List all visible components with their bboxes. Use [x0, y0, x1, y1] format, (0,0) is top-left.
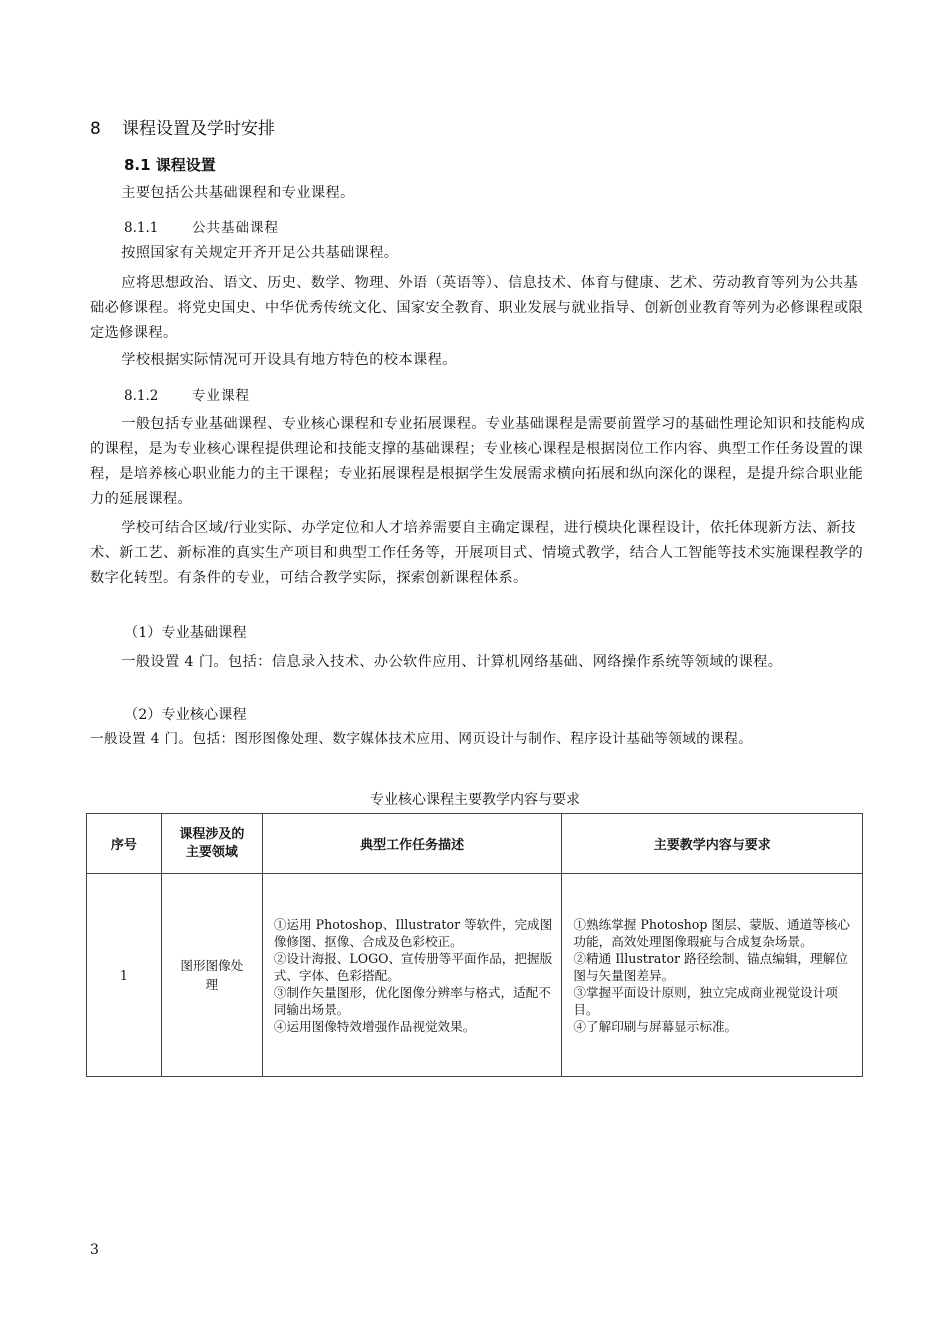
section-title: 课程设置及学时安排 — [122, 119, 275, 139]
header-no: 序号 — [87, 814, 162, 874]
public-courses-title: 公共基础课程 — [192, 220, 279, 236]
task-list — [264, 916, 561, 1035]
professional-courses-title: 专业课程 — [192, 388, 250, 404]
task-item: ①运用 Photoshop、Illustrator 等软件，完成图像修图、抠像、合成及色彩校正。 — [273, 916, 553, 949]
requirement-item: ③掌握平面设计原则，独立完成商业视觉设计项目。 — [573, 984, 838, 1017]
requirement-list — [563, 916, 861, 1035]
page-number: 3 — [90, 1242, 99, 1258]
paragraph: 一般包括专业基础课程、专业核心课程和专业拓展课程。专业基础课程是需要前置学习的基础性理论知识和技能构成的课程，是为专业核心课程提供理论和技能支撑的基础课程；专业核心课程是根据岗位工作内容、典型工作任务设置的课程，是培养核心职业能力的主干课程；专业拓展课程是根据学生发展需求横向拓展和纵向深化的课程，是提升综合职业能力的延展课程。 — [90, 416, 866, 507]
paragraph: 按照国家有关规定开齐开足公共基础课程。 — [121, 245, 399, 261]
task-item: ③制作矢量图形，优化图像分辨率与格式，适配不同输出场景。 — [273, 984, 551, 1017]
header-domain — [161, 814, 262, 874]
basic-courses-text: 一般设置 4 门。包括：信息录入技术、办公软件应用、计算机网络基础、网络操作系统等领域的课程。 — [121, 654, 783, 670]
core-courses-text: 一般设置 4 门。包括：图形图像处理、数字媒体技术应用、网页设计与制作、程序设计基础等领域的课程。 — [90, 731, 753, 747]
professional-courses-heading — [124, 384, 250, 404]
cell-domain-text: 图形图像处理 — [180, 958, 244, 992]
public-courses-number: 8.1.1 — [124, 220, 159, 236]
subsection-intro: 主要包括公共基础课程和专业课程。 — [121, 185, 355, 201]
paragraph: 学校可结合区域/行业实际、办学定位和人才培养需要自主确定课程，进行模块化课程设计，依托体现新方法、新技术、新工艺、新标准的真实生产项目和典型工作任务等，开展项目式、情境式教学，结合人工智能等技术实施课程教学的数字化转型。有条件的专业，可结合教学实际，探索创新课程体系。 — [90, 520, 864, 586]
requirement-item: ②精通 Illustrator 路径绘制、锚点编辑，理解位图与矢量图差异。 — [573, 950, 848, 983]
section-heading — [90, 114, 275, 139]
requirement-item: ④了解印刷与屏幕显示标准。 — [573, 1018, 738, 1034]
table-header-row — [87, 814, 863, 874]
table-row — [87, 874, 863, 1077]
section-number: 8 — [90, 119, 101, 139]
cell-domain — [161, 874, 262, 1077]
header-requirements: 主要教学内容与要求 — [562, 814, 863, 874]
header-tasks: 典型工作任务描述 — [262, 814, 562, 874]
subsection-heading: 8.1 课程设置 — [124, 156, 216, 174]
cell-no: 1 — [87, 874, 162, 1077]
header-domain-label: 课程涉及的主要领域 — [179, 826, 245, 860]
paragraph: 学校根据实际情况可开设具有地方特色的校本课程。 — [121, 352, 457, 368]
professional-courses-number: 8.1.2 — [124, 388, 159, 404]
public-courses-heading — [124, 216, 279, 236]
task-item: ②设计海报、LOGO、宣传册等平面作品，把握版式、字体、色彩搭配。 — [273, 950, 553, 983]
task-item: ④运用图像特效增强作品视觉效果。 — [273, 1018, 476, 1034]
table-caption: 专业核心课程主要教学内容与要求 — [370, 792, 580, 808]
requirement-item: ①熟练掌握 Photoshop 图层、蒙版、通道等核心功能，高效处理图像瑕疵与合成复杂场景。 — [573, 916, 850, 949]
paragraph: 应将思想政治、语文、历史、数学、物理、外语（英语等）、信息技术、体育与健康、艺术、劳动教育等列为公共基础必修课程。将党史国史、中华优秀传统文化、国家安全教育、职业发展与就业指导、创新创业教育等列为必修课程或限定选修课程。 — [90, 275, 864, 341]
core-courses-table — [86, 813, 863, 1077]
cell-requirements — [562, 874, 863, 1077]
core-courses-heading: （2）专业核心课程 — [124, 707, 247, 723]
basic-courses-heading: （1）专业基础课程 — [124, 625, 247, 641]
cell-tasks — [262, 874, 562, 1077]
